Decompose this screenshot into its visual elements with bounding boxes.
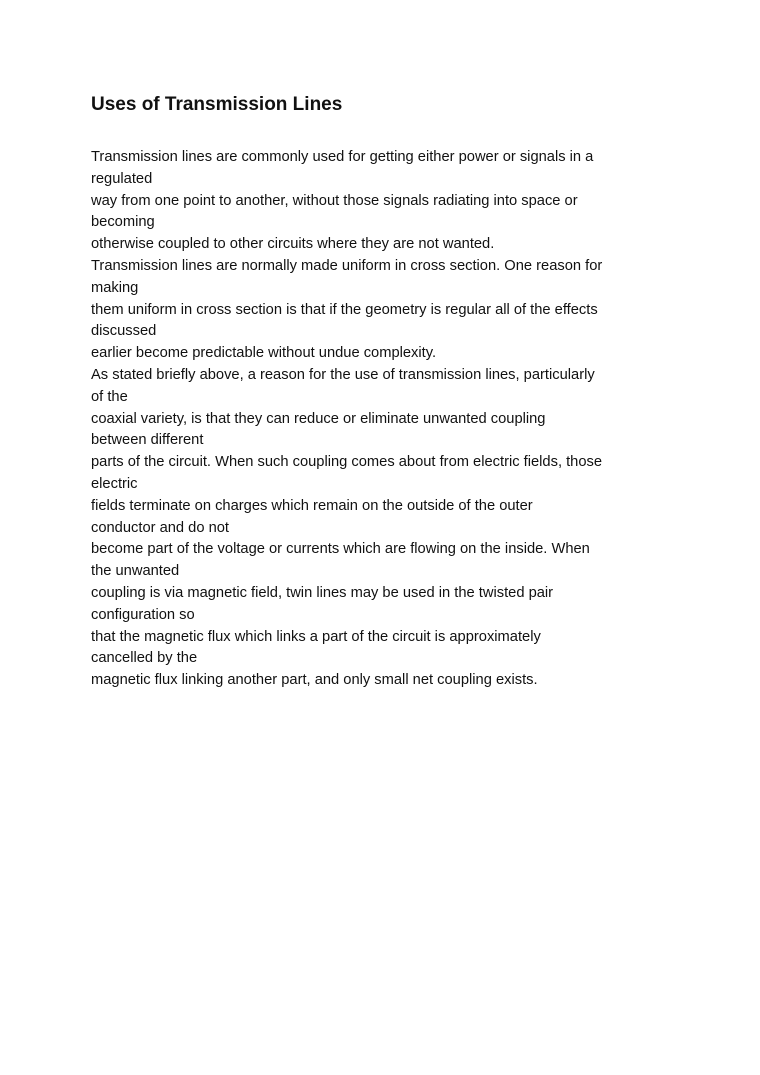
- body-line: coaxial variety, is that they can reduce or eliminate unwanted coupling: [91, 410, 546, 427]
- body-line: parts of the circuit. When such coupling comes about from electric fields, those: [91, 454, 603, 471]
- body-line: between different: [91, 432, 204, 449]
- document-title: Uses of Transmission Lines: [91, 94, 343, 115]
- body-line: of the: [91, 388, 128, 405]
- document-body: [91, 147, 691, 692]
- body-line: fields terminate on charges which remain on the outside of the outer: [91, 497, 533, 514]
- body-line: the unwanted: [91, 563, 180, 580]
- body-line: discussed: [91, 323, 157, 340]
- body-line: that the magnetic flux which links a part of the circuit is approximately: [91, 628, 541, 645]
- body-line: electric: [91, 475, 138, 492]
- body-line: otherwise coupled to other circuits where they are not wanted.: [91, 236, 495, 253]
- body-line: Transmission lines are commonly used for getting either power or signals in a: [91, 149, 594, 165]
- body-line: Transmission lines are normally made uniform in cross section. One reason for: [91, 257, 603, 274]
- body-line: coupling is via magnetic field, twin lines may be used in the twisted pair: [91, 584, 554, 601]
- body-line: regulated: [91, 170, 153, 187]
- body-line: configuration so: [91, 606, 195, 623]
- body-line: becoming: [91, 214, 155, 231]
- body-line: become part of the voltage or currents which are flowing on the inside. When: [91, 541, 590, 558]
- body-line: As stated briefly above, a reason for the use of transmission lines, particularly: [91, 366, 595, 383]
- body-line: making: [91, 279, 139, 296]
- body-line: conductor and do not: [91, 519, 230, 536]
- body-line: them uniform in cross section is that if the geometry is regular all of the effects: [91, 301, 598, 318]
- body-line: way from one point to another, without those signals radiating into space or: [91, 192, 578, 209]
- body-line: cancelled by the: [91, 650, 198, 667]
- body-line: magnetic flux linking another part, and only small net coupling exists.: [91, 672, 538, 689]
- body-line: earlier become predictable without undue complexity.: [91, 345, 437, 362]
